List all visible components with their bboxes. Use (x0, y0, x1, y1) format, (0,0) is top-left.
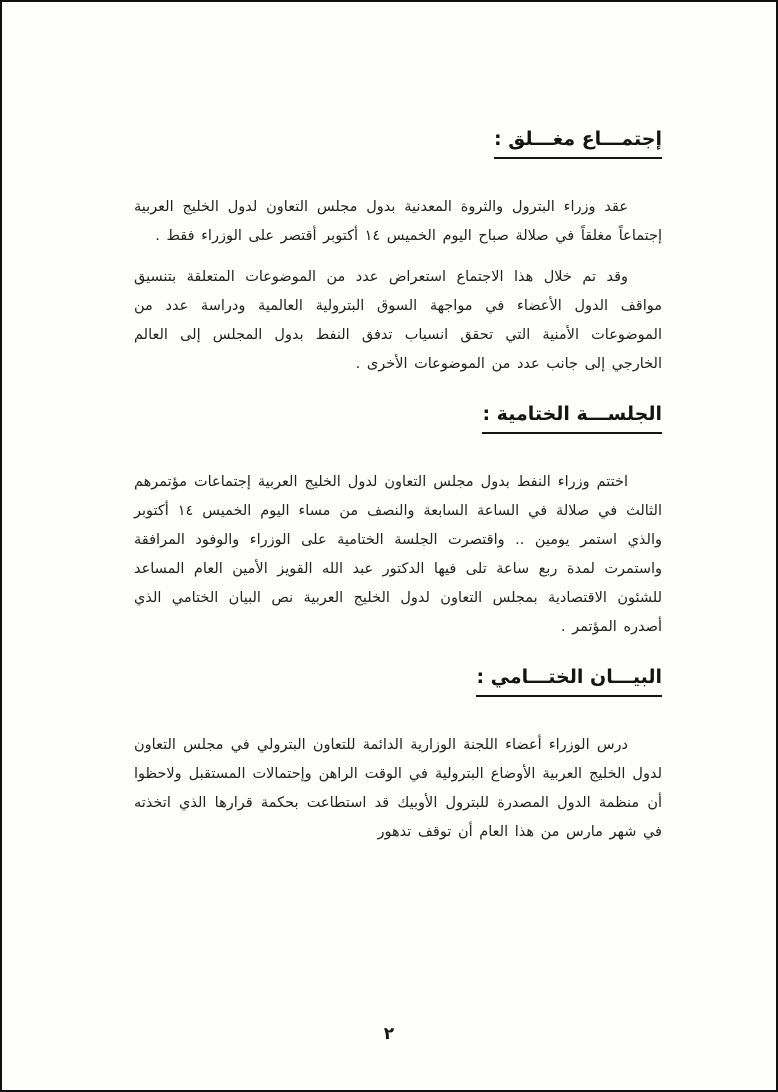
paragraph: وقد تم خلال هذا الاجتماع استعراض عدد من الموضوعات المتعلقة بتنسيق مواقف الدول الأعضاء في مواجهة السوق البترولية العالمية ودراسة عدد من الموضوعات الأمنية التي تحقق انسياب تدفق النفط بدول المجلس إلى العالم الخارجي إلى جانب عدد من الموضوعات الأخرى . (134, 269, 662, 372)
section-heading-closing-session (134, 403, 662, 434)
paragraph: اختتم وزراء النفط بدول مجلس التعاون لدول الخليج العربية إجتماعات مؤتمرهم الثالث في صلالة في الساعة السابعة والنصف من مساء اليوم الخميس ١٤ أكتوبر والذي استمر يومين .. واقتصرت الجلسة الختامية على الوزراء والوفود المرافقة واستمرت لمدة ربع ساعة تلى فيها الدكتور عبد الله القويز الأمين العام المساعد للشئون الاقتصادية بمجلس التعاون لدول الخليج العربية نص البيان الختامي الذي أصدره المؤتمر . (134, 474, 662, 635)
section-closed-meeting (134, 128, 662, 379)
document-content (134, 128, 662, 871)
heading-text: البيـــان الختـــامي : (476, 666, 662, 697)
paragraph: عقد وزراء البترول والثروة المعدنية بدول مجلس التعاون لدول الخليج العربية إجتماعاً مغلقاً في صلالة صباح اليوم الخميس ١٤ أكتوبر أقتصر على الوزراء فقط . (134, 199, 662, 244)
section-final-statement (134, 666, 662, 847)
heading-text: الجلســـة الختامية : (482, 403, 662, 434)
paragraph: درس الوزراء أعضاء اللجنة الوزارية الدائمة للتعاون البترولي في مجلس التعاون لدول الخليج العربية الأوضاع البترولية في الوقت الراهن وإحتمالات المستقبل ولاحظوا أن منظمة الدول المصدرة للبترول الأوبيك قد استطاعت بحكمة قرارها الذي اتخذته في شهر مارس من هذا العام أن توقف تدهور (134, 737, 662, 840)
heading-text: إجتمـــاع مغـــلق : (494, 128, 662, 159)
section-heading-final-statement (134, 666, 662, 697)
section-closing-session (134, 403, 662, 642)
page-number: ٢ (383, 1024, 395, 1044)
section-heading-closed-meeting (134, 128, 662, 159)
